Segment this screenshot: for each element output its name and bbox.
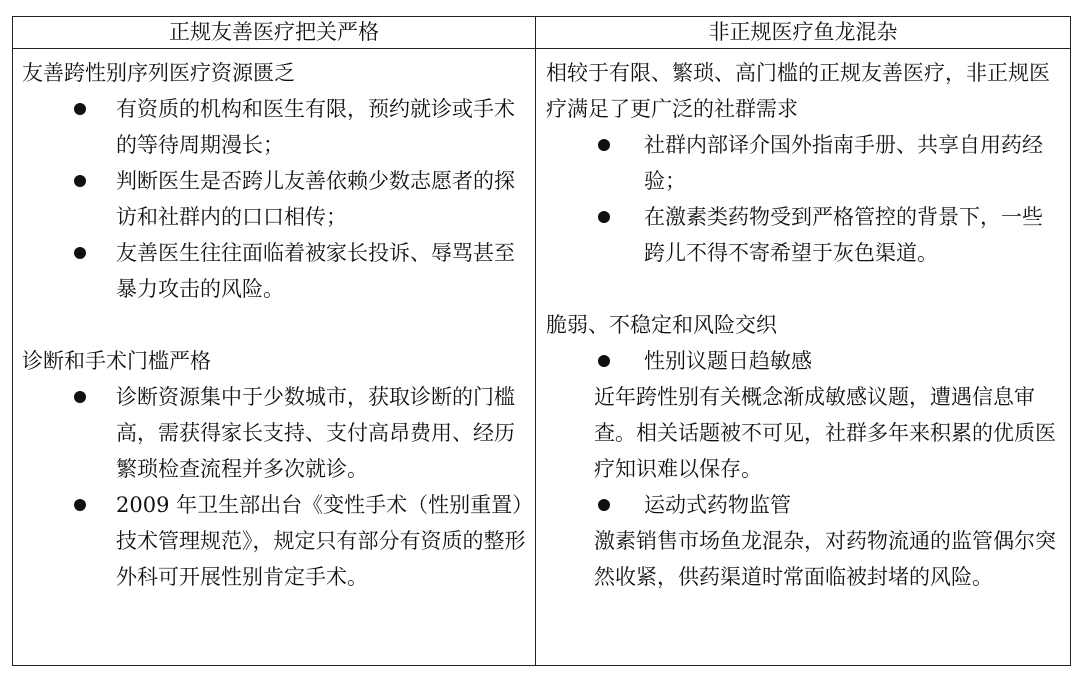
list-item-text: 社群内部译介国外指南手册、共享自用药经验； bbox=[644, 133, 1043, 193]
left-column bbox=[22, 55, 527, 595]
list-item-heading: 运动式药物监管 bbox=[644, 493, 791, 517]
bullet-icon bbox=[598, 355, 610, 367]
list-item-heading: 性别议题日趋敏感 bbox=[644, 349, 812, 373]
bullet-icon bbox=[74, 391, 86, 403]
right-section2-title: 脆弱、不稳定和风险交织 bbox=[546, 313, 777, 337]
list-item bbox=[546, 343, 1061, 379]
list-item bbox=[22, 91, 527, 163]
list-item-text: 在激素类药物受到严格管控的背景下，一些跨儿不得不寄希望于灰色渠道。 bbox=[644, 205, 1043, 265]
list-item-text: 判断医生是否跨儿友善依赖少数志愿者的探访和社群内的口口相传； bbox=[116, 169, 515, 229]
list-item-text: 2009 年卫生部出台《变性手术（性别重置）技术管理规范》，规定只有部分有资质的整形外科可开展性别肯定手术。 bbox=[116, 493, 526, 589]
list-item-body: 近年跨性别有关概念渐成敏感议题，遭遇信息审查。相关话题被不可见，社群多年来积累的优质医疗知识难以保存。 bbox=[594, 385, 1056, 481]
list-item bbox=[22, 487, 527, 595]
header-left: 正规友善医疗把关严格 bbox=[169, 20, 379, 44]
list-item bbox=[546, 487, 1061, 523]
list-item bbox=[22, 379, 527, 487]
bullet-icon bbox=[598, 499, 610, 511]
spacer bbox=[22, 307, 527, 343]
header-right: 非正规医疗鱼龙混杂 bbox=[708, 20, 898, 44]
list-item bbox=[546, 127, 1061, 199]
bullet-icon bbox=[598, 211, 610, 223]
list-item-text: 有资质的机构和医生有限，预约就诊或手术的等待周期漫长； bbox=[116, 97, 515, 157]
list-item-text: 诊断资源集中于少数城市，获取诊断的门槛高，需获得家长支持、支付高昂费用、经历繁琐检查流程并多次就诊。 bbox=[116, 385, 515, 481]
right-section1-title: 相较于有限、繁琐、高门槛的正规友善医疗，非正规医疗满足了更广泛的社群需求 bbox=[546, 61, 1050, 121]
left-section2-title: 诊断和手术门槛严格 bbox=[22, 349, 211, 373]
header-divider bbox=[13, 48, 1070, 49]
spacer bbox=[546, 271, 1061, 307]
bullet-icon bbox=[74, 175, 86, 187]
list-item bbox=[22, 163, 527, 235]
list-item bbox=[22, 235, 527, 307]
left-section1-title: 友善跨性别序列医疗资源匮乏 bbox=[22, 61, 295, 85]
bullet-icon bbox=[74, 499, 86, 511]
column-divider bbox=[535, 17, 536, 665]
bullet-icon bbox=[598, 139, 610, 151]
comparison-table bbox=[12, 16, 1071, 666]
bullet-icon bbox=[74, 103, 86, 115]
list-item-text: 友善医生往往面临着被家长投诉、辱骂甚至暴力攻击的风险。 bbox=[116, 241, 515, 301]
list-item bbox=[546, 199, 1061, 271]
right-column bbox=[546, 55, 1061, 595]
list-item-body: 激素销售市场鱼龙混杂，对药物流通的监管偶尔突然收紧，供药渠道时常面临被封堵的风险。 bbox=[594, 529, 1056, 589]
bullet-icon bbox=[74, 247, 86, 259]
